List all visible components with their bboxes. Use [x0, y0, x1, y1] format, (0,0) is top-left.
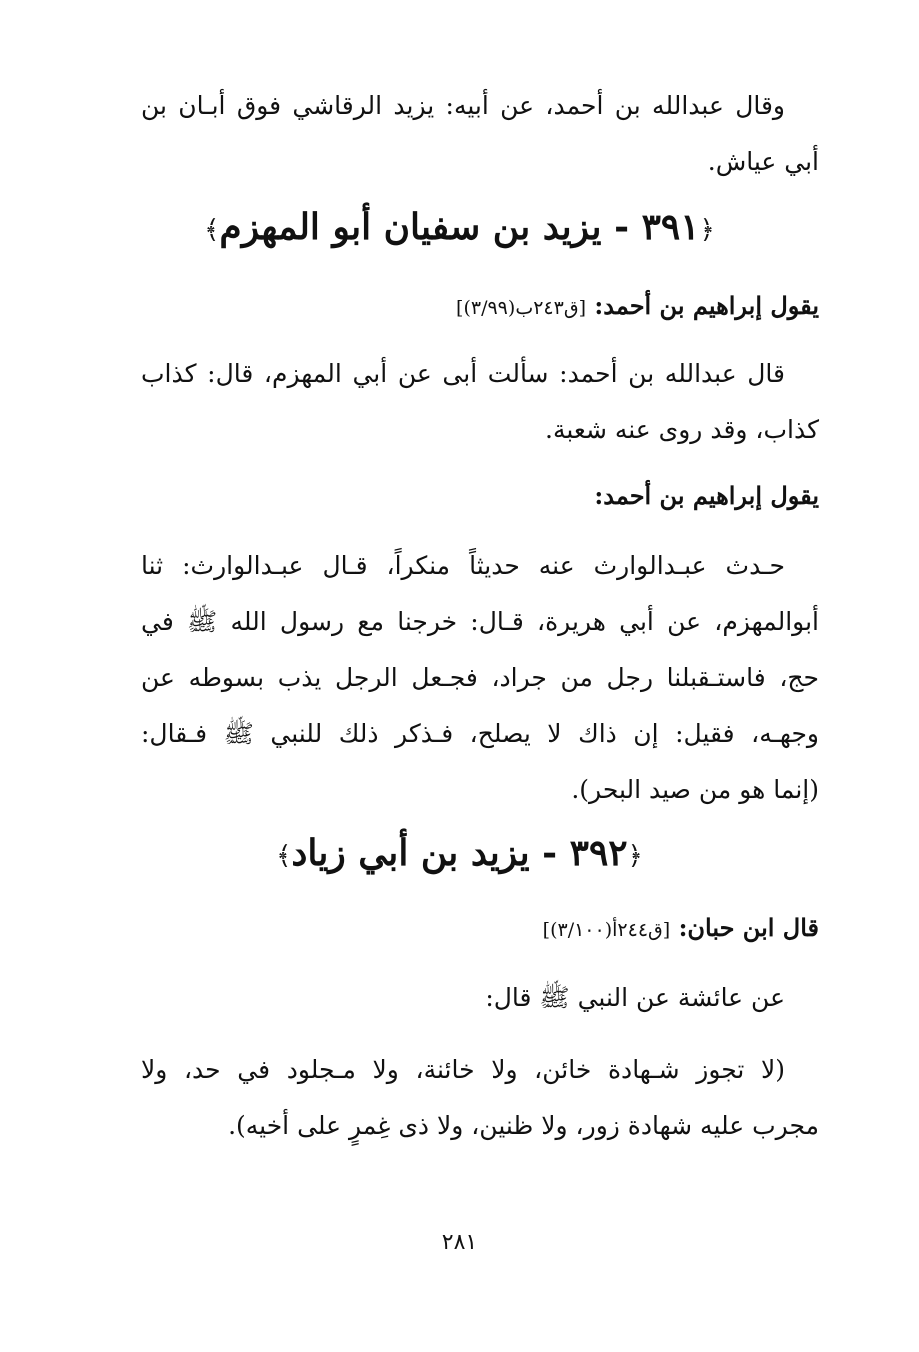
entry-heading-391: [0, 202, 919, 255]
ornament-close: ﴾: [276, 841, 292, 871]
entry-heading-392: [0, 828, 919, 881]
text-line: وقال عبدالله بن أحمد، عن أبيه: يزيد الرقاشي فوق أبـان بن: [141, 91, 785, 120]
heading-text: ٣٩١ - يزيد بن سفيان أبو المهزم: [219, 206, 700, 248]
manuscript-ref: [ق٢٤٤أ(٣/١٠٠)]: [542, 919, 671, 941]
ornament-close: ﴾: [204, 215, 220, 245]
text-line: حـدث عبـدالوارث عنه حديثاً منكراً، قـال عبـدالوارث: ثنا: [141, 551, 785, 580]
paragraph-aisha: [141, 970, 819, 1026]
ornament-open: ﴿: [627, 841, 643, 871]
source-label: يقول إبراهيم بن أحمد:: [594, 481, 819, 510]
paragraph-raqashi: [141, 78, 819, 190]
paragraph-hadith-locust: [141, 538, 819, 818]
source-label: قال ابن حبان:: [678, 913, 819, 942]
heading-text: ٣٩٢ - يزيد بن أبي زياد: [291, 832, 628, 874]
text-line: مجرب عليه شهادة زور، ولا ظنين، ولا ذى غِمرٍ على أخيه).: [228, 1111, 819, 1140]
source-line-1: [141, 286, 819, 328]
text-line: وجهـه، فقيل: إن ذاك لا يصلح، فـذكر ذلك للنبي ﷺ فـقال:: [141, 719, 819, 748]
text-line: أبي عياش.: [707, 147, 819, 176]
source-line-3: [141, 908, 819, 950]
text-line: (لا تجوز شـهادة خائن، ولا خائنة، ولا مـجلود في حد، ولا: [141, 1055, 785, 1084]
source-label: يقول إبراهيم بن أحمد:: [594, 291, 819, 320]
source-line-2: [141, 476, 819, 516]
ornament-open: ﴿: [699, 215, 715, 245]
text-line: حج، فاستـقبلنا رجل من جراد، فجـعل الرجل يذب بسوطه عن: [141, 663, 819, 692]
text-line: أبوالمهزم، عن أبي هريرة، قـال: خرجنا مع رسول الله ﷺ في: [141, 607, 819, 636]
text-line: عن عائشة عن النبي ﷺ قال:: [485, 983, 785, 1012]
paragraph-abu-muhazzim: [141, 346, 819, 458]
page-number: ٢٨١: [441, 1230, 478, 1255]
text-line: (إنما هو من صيد البحر).: [571, 775, 819, 804]
manuscript-ref: [ق٢٤٣ب(٣/٩٩)]: [456, 297, 586, 319]
text-line: قال عبدالله بن أحمد: سألت أبى عن أبي المهزم، قال: كذاب: [141, 359, 785, 388]
text-line: كذاب، وقد روى عنه شعبة.: [545, 415, 819, 444]
paragraph-hadith-testimony: [141, 1042, 819, 1154]
